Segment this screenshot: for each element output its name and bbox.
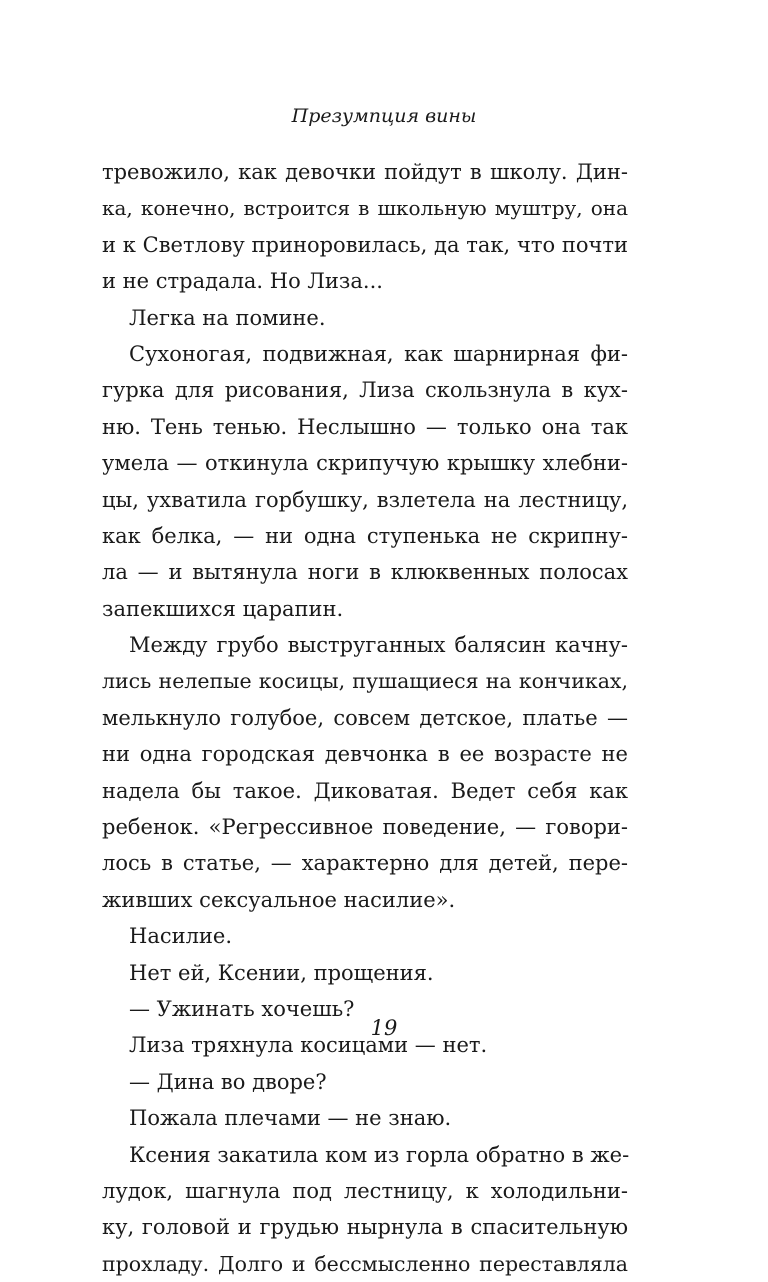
text-line: лудок, шагнула под лестницу, к холодильни- [102,1178,628,1203]
text-line: Между грубо выструганных балясин качну- [129,633,628,658]
body-text [102,154,628,1282]
text-line: — Ужинать хочешь? [129,996,355,1021]
text-line: гурка для рисования, Лиза скользнула в кух- [102,378,628,403]
text-line: ни одна городская девчонка в ее возрасте не [102,742,628,767]
text-line: и к Светлову приноровилась, да так, что почти [102,232,628,257]
text-line: Ксения закатила ком из горла обратно в же- [129,1142,630,1167]
text-line: тревожило, как девочки пойдут в школу. Дин- [102,160,628,184]
text-line: мелькнуло голубое, совсем детское, платье — [102,705,628,730]
text-line: Пожала плечами — не знаю. [129,1106,452,1131]
text-line: Насилие. [129,924,233,949]
text-line: как белка, — ни одна ступенька не скрипну- [102,523,628,548]
text-line: прохладу. Долго и бессмысленно переставляла [102,1251,628,1276]
text-line: запекшихся царапин. [102,596,344,621]
text-line: Лиза тряхнула косицами — нет. [129,1033,488,1058]
text-line: умела — откинула скрипучую крышку хлебни- [102,451,628,476]
text-line: ню. Тень тенью. Неслышно — только она так [102,414,628,439]
text-line: цы, ухватила горбушку, взлетела на лестницу, [102,487,628,512]
page-number: 19 [370,1016,398,1040]
text-line: живших сексуальное насилие». [102,887,456,912]
text-line: Легка на помине. [129,305,326,330]
running-head: Презумпция вины [291,105,477,127]
text-line: лись нелепые косицы, пушащиеся на кончиках, [102,669,628,694]
text-line: ка, конечно, встроится в школьную муштру, она [102,196,628,221]
text-line: и не страдала. Но Лиза... [102,269,383,294]
text-line: надела бы такое. Диковатая. Ведет себя как [102,778,628,803]
text-line: — Дина во дворе? [129,1069,327,1094]
text-line: Нет ей, Ксении, прощения. [129,960,434,985]
text-line: ребенок. «Регрессивное поведение, — говори- [102,815,628,840]
text-line: ку, головой и грудью нырнула в спасительную [102,1215,628,1240]
text-line: лось в статье, — характерно для детей, пере- [102,851,628,876]
text-line: Сухоногая, подвижная, как шарнирная фи- [129,341,628,366]
text-line: ла — и вытянула ноги в клюквенных полосах [102,560,628,585]
